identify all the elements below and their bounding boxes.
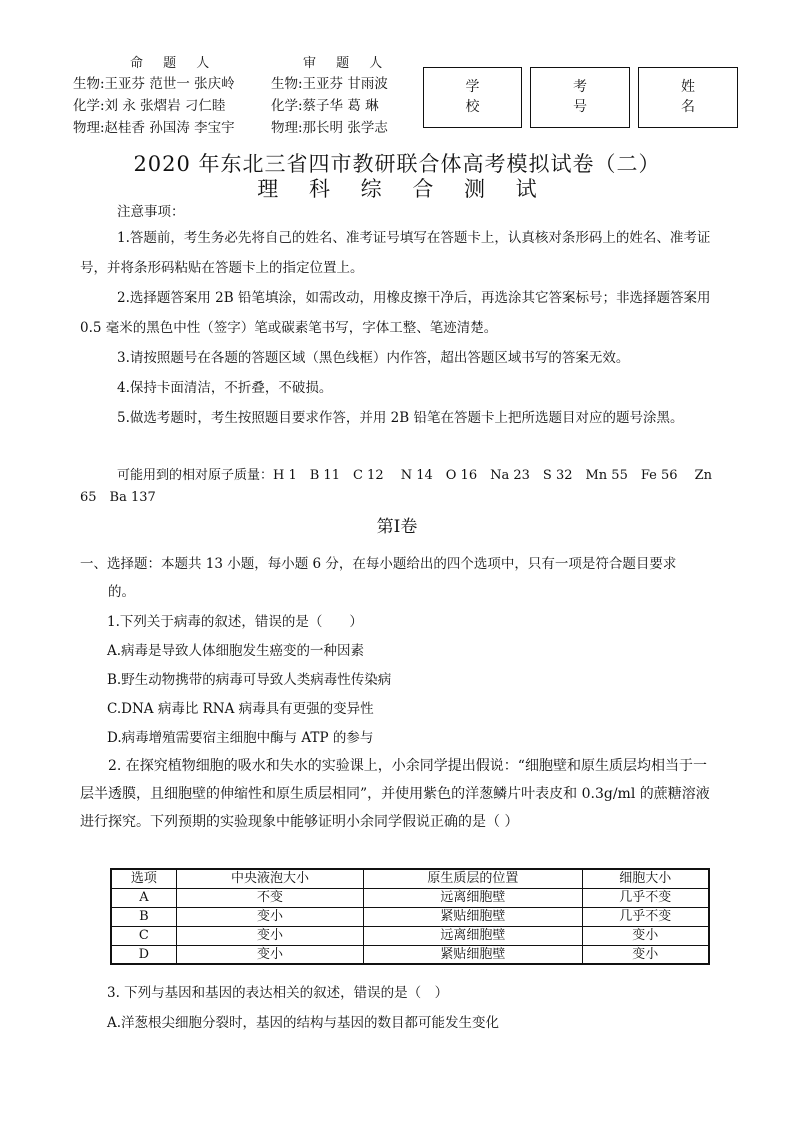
table-cell: 变小: [176, 926, 363, 945]
table-header-row: [111, 869, 709, 888]
table-row: [111, 888, 709, 907]
author-line-physics: [73, 116, 388, 136]
table-header-cell: 原生质层的位置: [364, 869, 582, 888]
table-cell: 几乎不变: [582, 888, 709, 907]
table-cell: C: [111, 926, 176, 945]
note-item-4: 4.保持卡面清洁，不折叠，不破损。: [117, 380, 333, 396]
table-row: [111, 945, 709, 964]
q1-option-a: A.病毒是导致人体细胞发生癌变的一种因素: [107, 643, 365, 659]
name-box[interactable]: [638, 67, 738, 128]
table-cell: 远离细胞壁: [364, 888, 582, 907]
note-item-5: 5.做选考题时，考生按照题目要求作答，并用 2B 铅笔在答题卡上把所选题目对应的题号涂黑。: [117, 410, 684, 426]
reviewer-biology: 生物:王亚芬 甘雨波: [271, 76, 388, 92]
table-cell: 紧贴细胞壁: [364, 945, 582, 964]
q1-option-d: D.病毒增殖需要宿主细胞中酶与 ATP 的参与: [107, 730, 374, 746]
reviewer-physics: 物理:那长明 张学志: [271, 120, 388, 136]
setter-heading: 命 题 人: [130, 56, 218, 71]
note-item-2: 2.选择题答案用 2B 铅笔填涂，如需改动，用橡皮擦干净后，再选涂其它答案标号；非选择题答案用 0.5 毫米的黑色中性（签字）笔或碳素笔书写，字体工整、笔迹清楚。: [80, 290, 711, 336]
table-cell: D: [111, 945, 176, 964]
q2-options-table: [110, 868, 710, 965]
q1-option-b: B.野生动物携带的病毒可导致人类病毒性传染病: [107, 672, 392, 688]
table-header-cell: 选项: [111, 869, 176, 888]
table-cell: A: [111, 888, 176, 907]
table-cell: B: [111, 907, 176, 926]
q3-option-a: A.洋葱根尖细胞分裂时，基因的结构与基因的数目都可能发生变化: [107, 1015, 500, 1031]
author-line-chemistry: [73, 94, 379, 114]
table-cell: 变小: [176, 945, 363, 964]
part-title: 第Ⅰ卷: [376, 517, 418, 537]
setter-biology: 生物:王亚芬 范世一 张庆岭: [73, 76, 235, 92]
school-box[interactable]: [423, 67, 522, 128]
q1-option-c: C.DNA 病毒比 RNA 病毒具有更强的变异性: [107, 701, 374, 717]
name-label: 姓 名: [681, 79, 717, 115]
table-cell: 变小: [176, 907, 363, 926]
table-cell: 不变: [176, 888, 363, 907]
table-cell: 紧贴细胞壁: [364, 907, 582, 926]
setter-physics: 物理:赵桂香 孙国涛 李宝宇: [73, 120, 235, 136]
q1-stem: 1.下列关于病毒的叙述，错误的是（ ）: [107, 614, 363, 630]
table-row: [111, 926, 709, 945]
q3-stem: 3. 下列与基因和基因的表达相关的叙述，错误的是（ ）: [107, 985, 449, 1001]
notes-heading: 注意事项：: [117, 204, 185, 220]
table-row: [111, 907, 709, 926]
note-item-1: 1.答题前，考生务必先将自己的姓名、准考证号填写在答题卡上，认真核对条形码上的姓名、准考证号，并将条形码粘贴在答题卡上的指定位置上。: [80, 230, 711, 276]
table-cell: 变小: [582, 945, 709, 964]
atomic-masses: 可能用到的相对原子质量：H 1 B 11 C 12 N 14 O 16 Na 23 S 32 Mn 55 Fe 56 Zn 65 Ba 137: [80, 468, 713, 505]
table-cell: 几乎不变: [582, 907, 709, 926]
table-cell: 变小: [582, 926, 709, 945]
table-cell: 远离细胞壁: [364, 926, 582, 945]
note-item-3: 3.请按照题号在各题的答题区域（黑色线框）内作答，超出答题区域书写的答案无效。: [117, 350, 630, 366]
reviewer-chemistry: 化学:蔡子华 葛 琳: [271, 98, 379, 114]
exam-subtitle: 理 科 综 合 测 试: [257, 177, 549, 201]
school-label: 学 校: [465, 79, 502, 115]
q2-stem: 2. 在探究植物细胞的吸水和失水的实验课上，小余同学提出假说：“细胞壁和原生质层均相当于一层半透膜，且细胞壁的伸缩性和原生质层相同”，并使用紫色的洋葱鳞片叶表皮和 0.3g/ml 的蔗糖溶液进行探究。下列预期的实验现象中能够证明小余同学假说正确的是（ ）: [80, 758, 710, 830]
section-heading: 一、选择题：本题共 13 小题，每小题 6 分，在每小题给出的四个选项中，只有一项是符合题目要求的。: [80, 556, 677, 600]
table-header-cell: 细胞大小: [582, 869, 709, 888]
exam-number-label: 考 号: [573, 79, 609, 115]
author-line-biology: [73, 72, 388, 92]
exam-number-box[interactable]: [530, 67, 630, 128]
setter-chemistry: 化学:刘 永 张熠岩 刁仁睦: [73, 98, 226, 114]
exam-title: 2020 年东北三省四市教研联合体高考模拟试卷（二）: [133, 152, 661, 176]
table-header-cell: 中央液泡大小: [176, 869, 363, 888]
reviewer-heading: 审 题 人: [303, 56, 391, 71]
